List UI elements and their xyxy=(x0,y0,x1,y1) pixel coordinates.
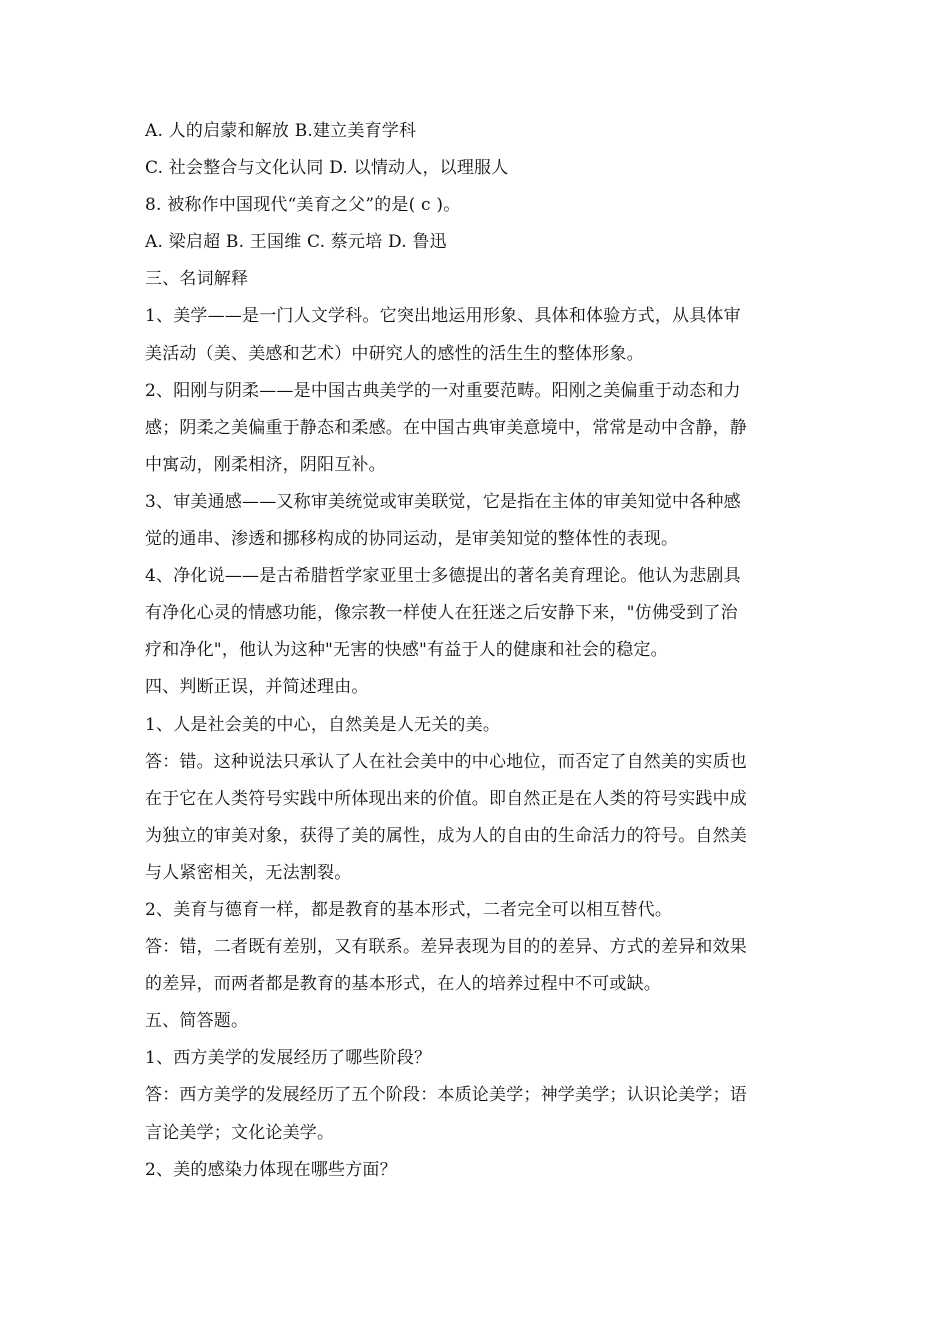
answer-line: 言论美学；文化论美学。 xyxy=(145,1122,335,1143)
text-line: 中寓动，刚柔相济，阴阳互补。 xyxy=(145,454,386,475)
answer-line: 的差异，而两者都是教育的基本形式，在人的培养过程中不可或缺。 xyxy=(145,974,661,995)
question-line: 2、美育与德育一样，都是教育的基本形式，二者完全可以相互替代。 xyxy=(145,899,673,920)
option-line: A. 梁启超 B. 王国维 C. 蔡元培 D. 鲁迅 xyxy=(145,232,447,253)
text-line: 有净化心灵的情感功能，像宗教一样使人在狂迷之后安静下来，"仿佛受到了治 xyxy=(145,603,738,624)
answer-line: 为独立的审美对象，获得了美的属性，成为人的自由的生命活力的符号。自然美 xyxy=(145,825,747,846)
answer-line: 与人紧密相关，无法割裂。 xyxy=(145,862,352,883)
section-heading: 五、简答题。 xyxy=(145,1011,249,1032)
text-line: 3、审美通感——又称审美统觉或审美联觉，它是指在主体的审美知觉中各种感 xyxy=(145,491,741,512)
text-line: 感；阴柔之美偏重于静态和柔感。在中国古典审美意境中，常常是动中含静，静 xyxy=(145,417,747,438)
option-line: C. 社会整合与文化认同 D. 以情动人，以理服人 xyxy=(145,158,509,179)
text-line: 美活动（美、美感和艺术）中研究人的感性的活生生的整体形象。 xyxy=(145,343,644,364)
option-line: A. 人的启蒙和解放 B.建立美育学科 xyxy=(145,121,417,141)
text-line: 1、美学——是一门人文学科。它突出地运用形象、具体和体验方式，从具体审 xyxy=(145,306,741,327)
answer-line: 答：西方美学的发展经历了五个阶段：本质论美学；神学美学；认识论美学；语 xyxy=(145,1085,747,1106)
text-line: 觉的通串、渗透和挪移构成的协同运动，是审美知觉的整体性的表现。 xyxy=(145,529,679,550)
text-line: 疗和净化"，他认为这种"无害的快感"有益于人的健康和社会的稳定。 xyxy=(145,640,668,661)
answer-line: 答：错。这种说法只承认了人在社会美中的中心地位，而否定了自然美的实质也 xyxy=(145,751,747,772)
text-line: 4、净化说——是古希腊哲学家亚里士多德提出的著名美育理论。他认为悲剧具 xyxy=(145,566,741,587)
answer-line: 在于它在人类符号实践中所体现出来的价值。即自然正是在人类的符号实践中成 xyxy=(145,788,747,809)
question-line: 1、人是社会美的中心，自然美是人无关的美。 xyxy=(145,714,501,735)
section-heading: 四、判断正误，并简述理由。 xyxy=(145,677,369,698)
section-heading: 三、名词解释 xyxy=(145,269,249,290)
document-body xyxy=(145,113,815,1189)
answer-line: 答：错，二者既有差别，又有联系。差异表现为目的的差异、方式的差异和效果 xyxy=(145,937,747,958)
text-line: 2、阳刚与阴柔——是中国古典美学的一对重要范畴。阳刚之美偏重于动态和力 xyxy=(145,380,741,401)
question-line: 8. 被称作中国现代“美育之父”的是( c )。 xyxy=(145,195,461,216)
question-line: 2、美的感染力体现在哪些方面？ xyxy=(145,1159,397,1180)
question-line: 1、西方美学的发展经历了哪些阶段？ xyxy=(145,1048,432,1069)
